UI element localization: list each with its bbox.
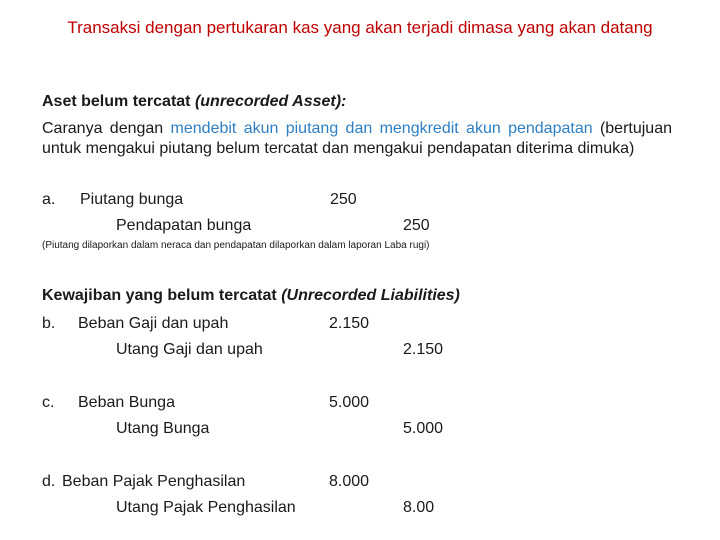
entry-a-credit-account: Pendapatan bunga xyxy=(116,217,252,234)
heading-main-text: Aset belum tercatat xyxy=(42,93,195,110)
slide-title: Transaksi dengan pertukaran kas yang akan terjadi dimasa yang akan datang xyxy=(67,18,653,37)
entry-d-credit-amount: 8.00 xyxy=(403,499,435,516)
paragraph-rest: (bertujuan untuk mengakui piutang belum tercatat dan mengakui pendapatan diterima dimuka) xyxy=(42,120,673,157)
entry-d-debit-account: Beban Pajak Penghasilan xyxy=(62,473,246,490)
entry-b-debit-account: Beban Gaji dan upah xyxy=(78,315,229,332)
entry-c-debit-account: Beban Bunga xyxy=(78,394,175,411)
section-heading-unrecorded-asset xyxy=(42,93,346,111)
paragraph-prefix: Caranya dengan xyxy=(42,120,171,137)
entry-b-debit-amount: 2.150 xyxy=(329,315,370,332)
entry-b-credit-amount: 2.150 xyxy=(403,341,444,358)
entry-a-credit-amount: 250 xyxy=(403,217,430,234)
entry-c-debit-amount: 5.000 xyxy=(329,394,370,411)
entry-b-credit-account: Utang Gaji dan upah xyxy=(116,341,263,358)
entry-a-debit-account: Piutang bunga xyxy=(80,191,184,208)
entry-c-marker: c. xyxy=(42,394,55,411)
entry-d-marker: d. xyxy=(42,473,56,490)
entry-c-credit-amount: 5.000 xyxy=(403,420,444,437)
entry-b-marker: b. xyxy=(42,315,56,332)
entry-c-credit-account: Utang Bunga xyxy=(116,420,210,437)
section-heading-unrecorded-liabilities xyxy=(42,287,460,305)
heading-italic-text: (unrecorded Asset): xyxy=(194,93,347,110)
footnote: (Piutang dilaporkan dalam neraca dan pendapatan dilaporkan dalam laporan Laba rugi) xyxy=(42,240,430,251)
paragraph-highlight: mendebit akun piutang dan mengkredit akun pendapatan xyxy=(170,120,593,137)
entry-a-marker: a. xyxy=(42,191,56,208)
method-paragraph xyxy=(42,119,672,159)
entry-d-credit-account: Utang Pajak Penghasilan xyxy=(116,499,296,516)
heading-italic-text: (Unrecorded Liabilities) xyxy=(281,287,460,304)
heading-main-text: Kewajiban yang belum tercatat xyxy=(42,287,282,304)
entry-d-debit-amount: 8.000 xyxy=(329,473,370,490)
entry-a-debit-amount: 250 xyxy=(330,191,357,208)
